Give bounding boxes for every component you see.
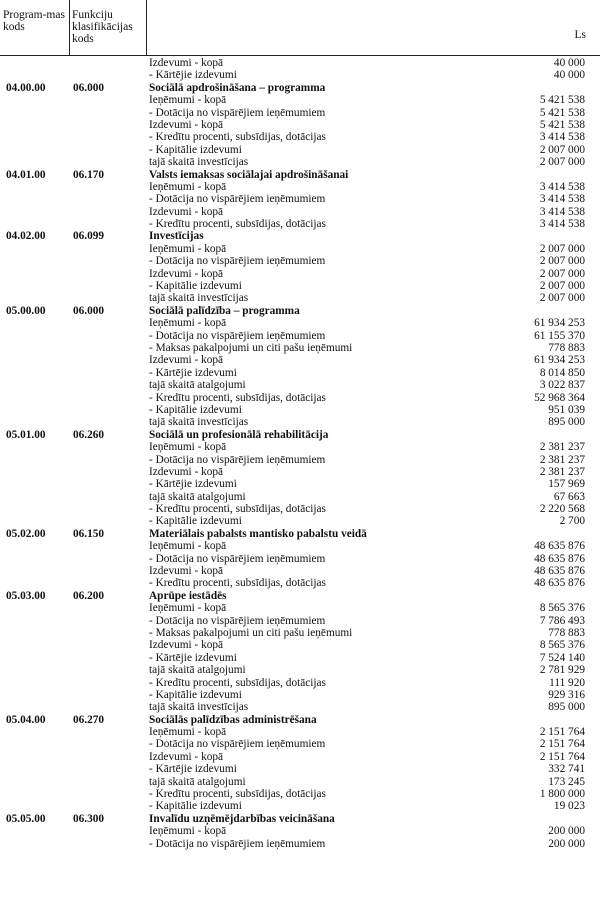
amount: 7 786 493 bbox=[539, 614, 585, 627]
amount: 2 151 764 bbox=[539, 726, 585, 739]
table-row bbox=[0, 664, 600, 676]
table-row bbox=[0, 94, 600, 106]
program-code: 05.03.00 bbox=[6, 589, 46, 602]
amount: 951 039 bbox=[548, 403, 585, 416]
line-description: - Kārtējie izdevumi bbox=[149, 69, 237, 82]
line-description: Invalīdu uzņēmējdarbības veicināšana bbox=[149, 812, 335, 825]
amount: 3 414 538 bbox=[539, 131, 585, 144]
line-description: tajā skaitā atalgojumi bbox=[149, 490, 246, 503]
line-description: Sociālā un profesionālā rehabilitācija bbox=[149, 428, 329, 441]
program-heading-row bbox=[0, 429, 600, 441]
table-row bbox=[0, 280, 600, 292]
line-description: Ieņēmumi - kopā bbox=[149, 540, 227, 553]
table-row bbox=[0, 181, 600, 193]
line-description: - Dotācija no vispārējiem ieņēmumiem bbox=[149, 837, 326, 850]
amount: 8 565 376 bbox=[539, 639, 585, 652]
table-row bbox=[0, 677, 600, 689]
table-row bbox=[0, 478, 600, 490]
line-description: - Kapitālie izdevumi bbox=[149, 280, 242, 293]
program-heading-row bbox=[0, 813, 600, 825]
line-description: - Kārtējie izdevumi bbox=[149, 651, 237, 664]
amount: 2 007 000 bbox=[539, 267, 585, 280]
amount: 48 635 876 bbox=[534, 552, 585, 565]
line-description: Ieņēmumi - kopā bbox=[149, 180, 227, 193]
amount: 3 022 837 bbox=[539, 379, 585, 392]
amount: 895 000 bbox=[548, 701, 585, 714]
table-row bbox=[0, 292, 600, 304]
line-description: - Dotācija no vispārējiem ieņēmumiem bbox=[149, 193, 326, 206]
line-description: tajā skaitā investīcijas bbox=[149, 416, 249, 429]
table-row bbox=[0, 218, 600, 230]
function-code: 06.200 bbox=[73, 589, 105, 602]
line-description: - Maksas pakalpojumi un citi pašu ieņēmumi bbox=[149, 626, 353, 639]
table-row bbox=[0, 838, 600, 850]
line-description: - Dotācija no vispārējiem ieņēmumiem bbox=[149, 614, 326, 627]
amount: 111 920 bbox=[549, 676, 585, 689]
line-description: - Kapitālie izdevumi bbox=[149, 403, 242, 416]
amount: 2 007 000 bbox=[539, 280, 585, 293]
amount: 2 007 000 bbox=[539, 255, 585, 268]
table-row bbox=[0, 206, 600, 218]
amount: 778 883 bbox=[548, 626, 585, 639]
table-row bbox=[0, 379, 600, 391]
amount: 48 635 876 bbox=[534, 540, 585, 553]
line-description: - Dotācija no vispārējiem ieņēmumiem bbox=[149, 106, 326, 119]
table-row bbox=[0, 193, 600, 205]
line-description: - Dotācija no vispārējiem ieņēmumiem bbox=[149, 552, 326, 565]
table-row bbox=[0, 503, 600, 515]
amount: 2 007 000 bbox=[539, 156, 585, 169]
header-rule bbox=[0, 55, 600, 56]
table-row bbox=[0, 751, 600, 763]
line-description: Izdevumi - kopā bbox=[149, 205, 224, 218]
line-description: Izdevumi - kopā bbox=[149, 565, 224, 578]
line-description: Izdevumi - kopā bbox=[149, 750, 224, 763]
amount: 2 700 bbox=[559, 515, 585, 528]
table-row bbox=[0, 342, 600, 354]
table-row bbox=[0, 255, 600, 267]
table-row bbox=[0, 131, 600, 143]
line-description: Ieņēmumi - kopā bbox=[149, 94, 227, 107]
budget-table-body bbox=[0, 57, 600, 850]
table-row bbox=[0, 144, 600, 156]
program-heading-row bbox=[0, 528, 600, 540]
line-description: Ieņēmumi - kopā bbox=[149, 242, 227, 255]
line-description: - Kārtējie izdevumi bbox=[149, 478, 237, 491]
line-description: - Dotācija no vispārējiem ieņēmumiem bbox=[149, 738, 326, 751]
line-description: - Kredītu procenti, subsīdijas, dotācijas bbox=[149, 577, 326, 590]
line-description: Ieņēmumi - kopā bbox=[149, 602, 227, 615]
line-description: Izdevumi - kopā bbox=[149, 465, 224, 478]
line-description: - Kārtējie izdevumi bbox=[149, 366, 237, 379]
amount: 157 969 bbox=[548, 478, 585, 491]
table-row bbox=[0, 491, 600, 503]
table-row bbox=[0, 107, 600, 119]
program-code: 05.05.00 bbox=[6, 812, 46, 825]
table-row bbox=[0, 577, 600, 589]
line-description: tajā skaitā investīcijas bbox=[149, 156, 249, 169]
table-row bbox=[0, 639, 600, 651]
function-code: 06.000 bbox=[73, 304, 105, 317]
amount: 778 883 bbox=[548, 341, 585, 354]
table-row bbox=[0, 800, 600, 812]
table-row bbox=[0, 404, 600, 416]
amount: 200 000 bbox=[548, 825, 585, 838]
table-row bbox=[0, 243, 600, 255]
table-row bbox=[0, 825, 600, 837]
line-description: - Kapitālie izdevumi bbox=[149, 143, 242, 156]
program-heading-row bbox=[0, 169, 600, 181]
amount: 61 934 253 bbox=[534, 317, 585, 330]
table-row bbox=[0, 119, 600, 131]
amount: 8 014 850 bbox=[539, 366, 585, 379]
table-header bbox=[0, 0, 600, 56]
amount: 2 007 000 bbox=[539, 242, 585, 255]
amount: 7 524 140 bbox=[539, 651, 585, 664]
line-description: Sociālā apdrošināšana – programma bbox=[149, 81, 326, 94]
amount: 52 968 364 bbox=[534, 391, 585, 404]
line-description: Izdevumi - kopā bbox=[149, 57, 224, 69]
program-code: 04.01.00 bbox=[6, 168, 46, 181]
table-row bbox=[0, 627, 600, 639]
column-divider bbox=[69, 0, 70, 55]
table-row bbox=[0, 354, 600, 366]
line-description: Izdevumi - kopā bbox=[149, 118, 224, 131]
table-row bbox=[0, 69, 600, 81]
line-description: tajā skaitā atalgojumi bbox=[149, 379, 246, 392]
amount: 19 023 bbox=[553, 800, 585, 813]
program-code: 05.02.00 bbox=[6, 527, 46, 540]
line-description: - Kapitālie izdevumi bbox=[149, 800, 242, 813]
amount: 2 220 568 bbox=[539, 503, 585, 516]
line-description: Ieņēmumi - kopā bbox=[149, 317, 227, 330]
line-description: - Kredītu procenti, subsīdijas, dotācijas bbox=[149, 391, 326, 404]
program-heading-row bbox=[0, 714, 600, 726]
table-row bbox=[0, 466, 600, 478]
line-description: tajā skaitā investīcijas bbox=[149, 292, 249, 305]
amount: 2 381 237 bbox=[539, 441, 585, 454]
line-description: Sociālā palīdzība – programma bbox=[149, 304, 300, 317]
line-description: Izdevumi - kopā bbox=[149, 267, 224, 280]
amount: 67 663 bbox=[553, 490, 585, 503]
table-row bbox=[0, 454, 600, 466]
table-row bbox=[0, 738, 600, 750]
table-row bbox=[0, 726, 600, 738]
table-row bbox=[0, 392, 600, 404]
line-description: - Kredītu procenti, subsīdijas, dotācijas bbox=[149, 131, 326, 144]
amount: 40 000 bbox=[553, 69, 585, 82]
line-description: - Kredītu procenti, subsīdijas, dotācijas bbox=[149, 503, 326, 516]
program-code: 05.00.00 bbox=[6, 304, 46, 317]
line-description: - Kapitālie izdevumi bbox=[149, 688, 242, 701]
amount: 3 414 538 bbox=[539, 218, 585, 231]
function-code: 06.099 bbox=[73, 230, 105, 243]
line-description: Aprūpe iestādēs bbox=[149, 589, 227, 602]
amount: 929 316 bbox=[548, 688, 585, 701]
program-code: 05.01.00 bbox=[6, 428, 46, 441]
amount: 2 381 237 bbox=[539, 465, 585, 478]
line-description: - Kredītu procenti, subsīdijas, dotācijas bbox=[149, 218, 326, 231]
table-row bbox=[0, 156, 600, 168]
table-row bbox=[0, 553, 600, 565]
table-row bbox=[0, 367, 600, 379]
line-description: Ieņēmumi - kopā bbox=[149, 726, 227, 739]
line-description: - Dotācija no vispārējiem ieņēmumiem bbox=[149, 453, 326, 466]
table-row bbox=[0, 441, 600, 453]
line-description: tajā skaitā atalgojumi bbox=[149, 775, 246, 788]
currency-header: Ls bbox=[574, 29, 586, 41]
table-row bbox=[0, 565, 600, 577]
line-description: - Kārtējie izdevumi bbox=[149, 763, 237, 776]
amount: 5 421 538 bbox=[539, 118, 585, 131]
line-description: - Kredītu procenti, subsīdijas, dotācijas bbox=[149, 788, 326, 801]
line-description: Investīcijas bbox=[149, 230, 204, 243]
program-code: 05.04.00 bbox=[6, 713, 46, 726]
table-row bbox=[0, 317, 600, 329]
amount: 5 421 538 bbox=[539, 94, 585, 107]
amount: 332 741 bbox=[548, 763, 585, 776]
line-description: tajā skaitā investīcijas bbox=[149, 701, 249, 714]
function-code: 06.170 bbox=[73, 168, 105, 181]
amount: 61 934 253 bbox=[534, 354, 585, 367]
table-row bbox=[0, 701, 600, 713]
table-row bbox=[0, 763, 600, 775]
program-code-header: Program-mas kods bbox=[3, 9, 65, 33]
function-code-header: Funkciju klasifikācijas kods bbox=[72, 9, 133, 45]
program-heading-row bbox=[0, 305, 600, 317]
table-row bbox=[0, 689, 600, 701]
table-row bbox=[0, 330, 600, 342]
program-heading-row bbox=[0, 590, 600, 602]
table-row bbox=[0, 602, 600, 614]
table-row bbox=[0, 652, 600, 664]
amount: 2 381 237 bbox=[539, 453, 585, 466]
amount: 2 007 000 bbox=[539, 143, 585, 156]
table-row bbox=[0, 268, 600, 280]
amount: 895 000 bbox=[548, 416, 585, 429]
program-heading-row bbox=[0, 82, 600, 94]
amount: 48 635 876 bbox=[534, 577, 585, 590]
line-description: - Maksas pakalpojumi un citi pašu ieņēmumi bbox=[149, 341, 353, 354]
amount: 1 800 000 bbox=[539, 788, 585, 801]
line-description: - Dotācija no vispārējiem ieņēmumiem bbox=[149, 329, 326, 342]
line-description: - Kredītu procenti, subsīdijas, dotācijas bbox=[149, 676, 326, 689]
line-description: Materiālais pabalsts mantisko pabalstu veidā bbox=[149, 527, 367, 540]
amount: 3 414 538 bbox=[539, 205, 585, 218]
line-description: tajā skaitā atalgojumi bbox=[149, 664, 246, 677]
amount: 2 781 929 bbox=[539, 664, 585, 677]
function-code: 06.260 bbox=[73, 428, 105, 441]
amount: 3 414 538 bbox=[539, 180, 585, 193]
program-code: 04.02.00 bbox=[6, 230, 46, 243]
line-description: Izdevumi - kopā bbox=[149, 354, 224, 367]
amount: 8 565 376 bbox=[539, 602, 585, 615]
line-description: Ieņēmumi - kopā bbox=[149, 441, 227, 454]
function-code: 06.150 bbox=[73, 527, 105, 540]
table-row bbox=[0, 57, 600, 69]
table-row bbox=[0, 776, 600, 788]
amount: 3 414 538 bbox=[539, 193, 585, 206]
table-row bbox=[0, 515, 600, 527]
amount: 173 245 bbox=[548, 775, 585, 788]
line-description: Sociālās palīdzības administrēšana bbox=[149, 713, 317, 726]
line-description: - Kapitālie izdevumi bbox=[149, 515, 242, 528]
function-code: 06.300 bbox=[73, 812, 105, 825]
amount: 2 151 764 bbox=[539, 750, 585, 763]
amount: 5 421 538 bbox=[539, 106, 585, 119]
line-description: Izdevumi - kopā bbox=[149, 639, 224, 652]
table-row bbox=[0, 416, 600, 428]
function-code: 06.270 bbox=[73, 713, 105, 726]
line-description: - Dotācija no vispārējiem ieņēmumiem bbox=[149, 255, 326, 268]
amount: 40 000 bbox=[553, 57, 585, 69]
function-code: 06.000 bbox=[73, 81, 105, 94]
amount: 200 000 bbox=[548, 837, 585, 850]
column-divider bbox=[146, 0, 147, 55]
table-row bbox=[0, 540, 600, 552]
amount: 2 151 764 bbox=[539, 738, 585, 751]
table-row bbox=[0, 788, 600, 800]
amount: 2 007 000 bbox=[539, 292, 585, 305]
program-code: 04.00.00 bbox=[6, 81, 46, 94]
program-heading-row bbox=[0, 230, 600, 242]
line-description: Valsts iemaksas sociālajai apdrošināšanai bbox=[149, 168, 349, 181]
line-description: Ieņēmumi - kopā bbox=[149, 825, 227, 838]
amount: 48 635 876 bbox=[534, 565, 585, 578]
table-row bbox=[0, 615, 600, 627]
amount: 61 155 370 bbox=[534, 329, 585, 342]
